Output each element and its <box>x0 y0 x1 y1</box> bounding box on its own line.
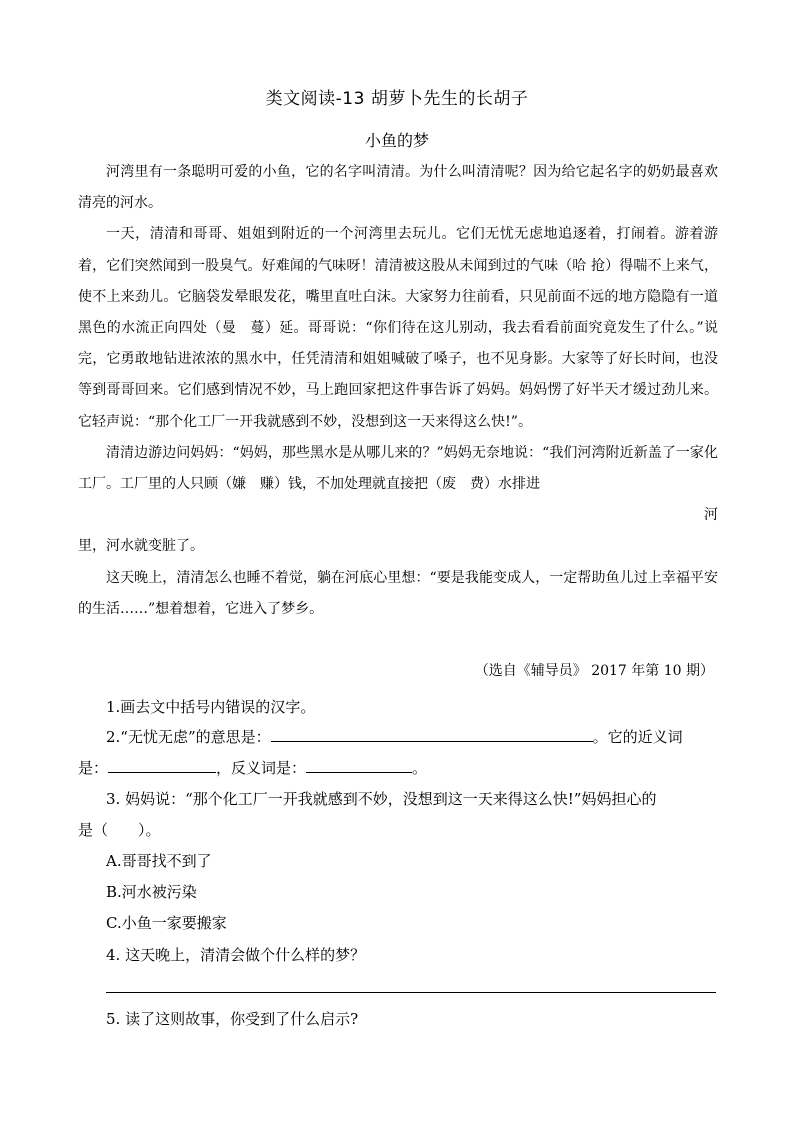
question-4 <box>78 940 718 971</box>
question-1-text: 1.画去文中括号内错误的汉字。 <box>106 698 316 716</box>
question-3-text-b: 是（ ）。 <box>78 821 161 839</box>
answer-blank-antonym[interactable] <box>306 756 412 773</box>
question-4-text: 4. 这天晚上，清清会做个什么样的梦？ <box>106 946 366 964</box>
question-2-text-b: 。它的近义词 <box>592 728 683 746</box>
story-heading: 小鱼的梦 <box>364 131 429 150</box>
story-paragraph-3: 清清边游边问妈妈：“妈妈，那些黑水是从哪儿来的？”妈妈无奈地说：“我们河湾附近新盖了一家化工厂。工厂里的人只顾（嫌 赚）钱，不加处理就直接把（废 费）水排进 <box>78 444 718 493</box>
story-paragraph-4: 这天晚上，清清怎么也睡不着觉，躺在河底心里想：“要是我能变成人，一定帮助鱼儿过上幸福平安的生活……”想着想着，它进入了梦乡。 <box>78 569 718 617</box>
answer-blank-meaning[interactable] <box>271 725 593 742</box>
option-a[interactable]: A.哥哥找不到了 <box>106 852 212 870</box>
question-2-text-e: 。 <box>412 759 428 777</box>
question-5-text: 5. 读了这则故事，你受到了什么启示? <box>106 1010 359 1028</box>
story-paragraph-3-wrap: 河 <box>704 507 718 524</box>
question-2-text: 2.“无忧无虑”的意思是： <box>106 728 271 746</box>
option-b[interactable]: B.河水被污染 <box>106 883 197 901</box>
question-2-text-c: 是： <box>78 759 109 777</box>
story-paragraph-3-end: 里，河水就变脏了。 <box>78 538 204 555</box>
option-c[interactable]: C.小鱼一家要搬家 <box>106 914 227 932</box>
question-5 <box>78 1004 718 1035</box>
question-2-text-d: ，反义词是： <box>216 759 307 777</box>
story-paragraph-2: 一天，清清和哥哥、姐姐到附近的一个河湾里去玩儿。它们无忧无虑地追逐着，打闹着。游着游着，它们突然闻到一股臭气。好难闻的气味呀！清清被这股从未闻到过的气味（哈 抢）得喘不上来气，使不上来劲儿。它脑袋发晕眼发花，嘴里直吐白沫。大家努力往前看，只见前面不远的地方隐隐有一道黑色的水流正向四处（曼 蔓）延。哥哥说：“你们待在这儿别动，我去看看前面究竟发生了什么。”说完，它勇敢地钻进浓浓的黑水中，任凭清清和姐姐喊破了嗓子，也不见身影。大家等了好长时间，也没等到哥哥回来。它们感到情况不妙，马上跑回家把这件事告诉了妈妈。妈妈愣了好半天才缓过劲儿来。它轻声说：“那个化工厂一开我就感到不妙，没想到这一天来得这么快!”。 <box>78 226 718 430</box>
answer-line-question-4[interactable] <box>106 992 716 993</box>
story-source: （选自《辅导员》 2017 年第 10 期） <box>474 663 714 679</box>
question-3 <box>78 784 718 939</box>
question-2 <box>78 722 718 784</box>
story-body <box>78 157 718 625</box>
question-3-text: 3. 妈妈说：“那个化工厂一开我就感到不妙，没想到这一天来得这么快!”妈妈担心的 <box>106 790 657 808</box>
question-1 <box>78 692 718 723</box>
answer-blank-synonym[interactable] <box>108 756 216 773</box>
story-paragraph-1: 河湾里有一条聪明可爱的小鱼，它的名字叫清清。为什么叫清清呢？因为给它起名字的奶奶最喜欢清亮的河水。 <box>78 164 718 212</box>
page-title: 类文阅读-13 胡萝卜先生的长胡子 <box>265 89 529 109</box>
